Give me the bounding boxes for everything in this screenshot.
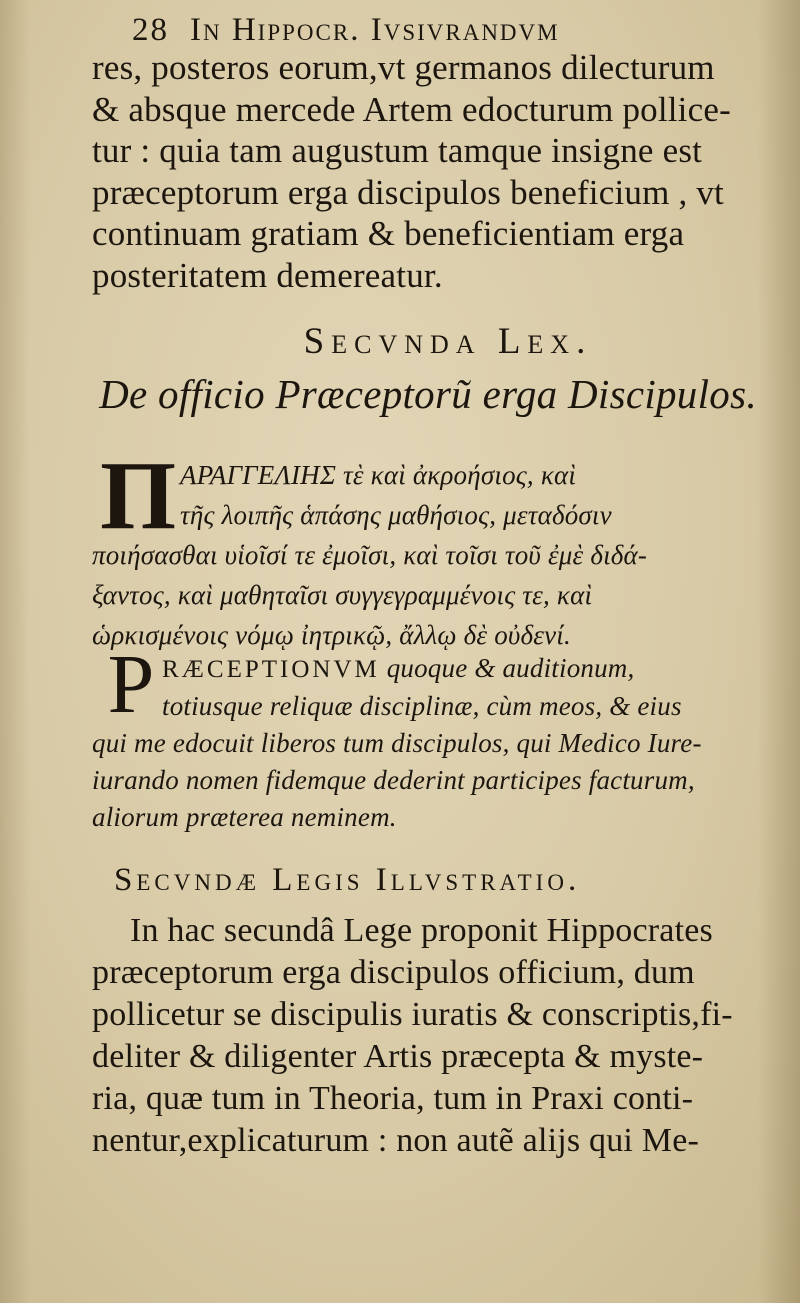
text-line: deliter & diligenter Artis præcepta & myste-	[92, 1038, 704, 1075]
latin-translation	[92, 638, 764, 836]
running-header	[92, 10, 764, 50]
latin-first-rest: quoque & auditionum,	[379, 653, 635, 683]
greek-line: τῆς λοιπῆς ἁπάσης μαθήσιος, μεταδόσιν	[180, 500, 612, 530]
text-line: posteritatem demereatur.	[92, 255, 443, 295]
section-subheading: De officio Præceptorũ erga Discipulos.	[99, 371, 757, 417]
body-text-top	[92, 47, 764, 296]
latin-drop-cap: P	[107, 638, 155, 731]
latin-line: aliorum prӕterea neminem.	[92, 802, 397, 832]
text-line: præceptorum erga discipulos officium, dum	[92, 954, 695, 991]
text-line: In hac secundâ Lege proponit Hippocrates	[130, 912, 713, 949]
greek-drop-cap: Π	[100, 442, 177, 550]
latin-first-caps: RÆCEPTIONVM	[162, 656, 380, 683]
greek-passage	[92, 442, 768, 655]
latin-line: iurando nomen fidemque dederint participes facturum,	[92, 765, 695, 795]
page-number: 28	[132, 12, 169, 48]
running-head-title: In Hippocr. Ivsivrandvm	[190, 12, 560, 48]
greek-line: ποιήσασθαι υἱοῖσί τε ἐμοῖσι, καὶ τοῖσι τοῦ ἐμὲ διδά-	[92, 540, 648, 570]
text-line: & absque mercede Artem edocturum pollice-	[92, 89, 731, 129]
body-text-bottom	[92, 910, 764, 1162]
text-line: ria, quæ tum in Theoria, tum in Praxi conti-	[92, 1080, 694, 1117]
text-line: nentur,explicaturum : non autẽ alijs qui Me-	[92, 1122, 700, 1159]
section-heading: Secvnda Lex.	[303, 321, 593, 362]
greek-line: ΑΡΑΓΓΕΛΙΗΣ τὲ καὶ ἀκροήσιος, καὶ	[180, 460, 577, 490]
greek-line: ξαντος, καὶ μαθηταῖσι συγγεγραμμένοις τε, καὶ	[92, 580, 593, 610]
latin-line: qui me edocuit liberos tum discipulos, qui Medico Iure-	[92, 728, 702, 758]
text-line: pollicetur se discipulis iuratis & conscriptis,fi-	[92, 996, 733, 1033]
illustration-heading: Secvndæ Legis Illvstratio.	[114, 862, 581, 898]
latin-line: totiusque reliquæ disciplinæ, cùm meos, & eius	[162, 691, 682, 721]
text-line: continuam gratiam & beneficientiam erga	[92, 214, 685, 253]
page-shadow-left	[0, 0, 30, 1303]
latin-first-line	[92, 650, 764, 688]
greek-line: ὡρκισμένοις νόμῳ ἰητρικῷ, ἄλλῳ δὲ οὐδενί.	[92, 620, 571, 650]
text-line: tur : quia tam augustum tamque insigne est	[92, 131, 703, 170]
text-line: res, posteros eorum,vt germanos dilecturum	[92, 48, 715, 87]
text-line: præceptorum erga discipulos beneficium , vt	[92, 172, 724, 212]
